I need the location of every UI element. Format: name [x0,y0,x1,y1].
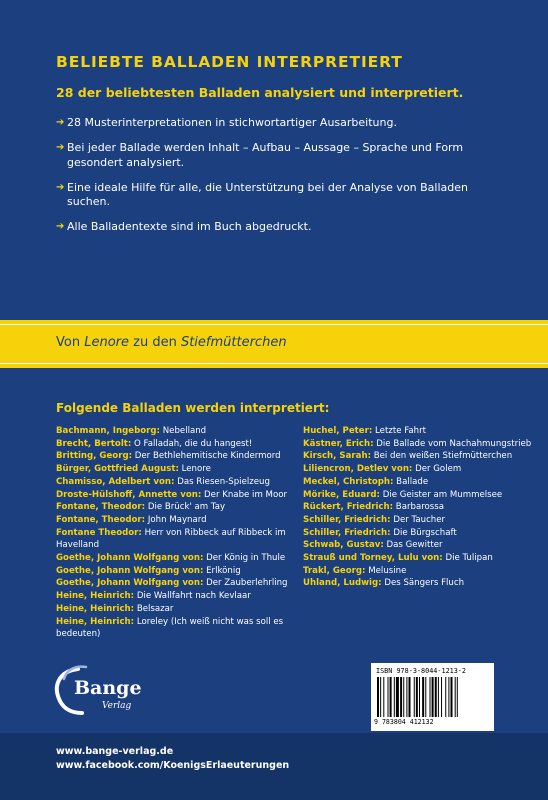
barcode-bar [416,677,418,717]
ballad-title: Der Zauberlehrling [203,578,288,589]
ballad-entry [303,501,543,514]
ballad-title: Loreley (Ich weiß nicht was soll es bedeuten) [56,616,284,640]
barcode-digits: 9 783804 412132 [374,718,434,726]
ballad-author: Heine, Heinrich: [56,616,135,627]
ballad-entry [56,501,296,514]
ballad-author: Goethe, Johann Wolfgang von: [56,553,204,564]
ballad-author: Trakl, Georg: [303,565,366,576]
ballad-title: Des Sängers Fluch [381,578,465,589]
ballad-entry [303,438,543,451]
barcode-bar [422,677,424,717]
ballad-author: Liliencron, Detlev von: [303,464,413,475]
ballad-entry [56,565,296,578]
arrow-right-icon: ➔ [56,221,65,233]
ballad-entry [56,577,296,590]
ballad-entry [56,527,296,552]
ballad-title: Letzte Fahrt [372,426,426,436]
barcode-bar [430,677,431,717]
ballad-entry [56,514,296,527]
ballad-author: Chamisso, Adelbert von: [56,476,175,487]
ballad-author: Rückert, Friedrich: [303,502,394,513]
ballad-title: Die Tulipan [442,553,493,564]
barcode-bar [403,677,404,717]
feature-item: ➔ Eine ideale Hilfe für alle, die Unterstützung bei der Analyse von Balladen suchen. [56,180,469,209]
barcode-bar [396,677,399,717]
ballad-title: Barbarossa [393,502,445,513]
barcode-bar [425,677,426,717]
ballad-entry [303,565,543,578]
arrow-right-icon: ➔ [56,142,65,154]
ballad-author: Kästner, Erich: [303,438,374,449]
ballad-entry [56,489,296,502]
ballad-title: John Maynard [145,514,207,525]
barcode-bar [445,677,446,717]
isbn-number: ISBN 978-3-8044-1213-2 [376,667,467,675]
ballad-entry [56,425,296,438]
logo-text: Bange [74,677,142,699]
ballad-author: Bürger, Gottfried August: [56,464,179,475]
ballad-author: Brecht, Bertolt: [56,438,132,449]
ballad-entry [56,450,296,463]
ballad-author: Strauß und Torney, Lulu von: [303,553,443,564]
barcode-bar [380,677,381,717]
ballad-entry [56,463,296,476]
ballad-author: Mörike, Eduard: [303,489,380,500]
barcode-bar [400,677,402,717]
cover-title: BELIEBTE BALLADEN INTERPRETIERT [56,53,403,71]
ballad-entry [303,527,543,540]
ballad-author: Meckel, Christoph: [303,476,394,487]
ballad-title: Die Geister am Mummelsee [379,489,503,500]
ballad-author: Uhland, Ludwig: [303,578,382,589]
barcode-bar [448,677,449,717]
ballad-author: Bachmann, Ingeborg: [56,426,160,436]
ballad-title: Nebelland [160,426,207,436]
feature-item: ➔ 28 Musterinterpretationen in stichwortartiger Ausarbeitung. [56,116,397,129]
ballad-title: Die Bürgschaft [390,527,457,538]
ballad-entry [56,552,296,565]
ballad-title: Der Bethlehemitische Kindermord [132,451,281,462]
logo-subtext: Verlag [102,701,132,711]
barcode [371,663,494,731]
barcode-bar [406,677,407,717]
ballad-author: Heine, Heinrich: [56,591,135,602]
ballad-title: Herr von Ribbeck auf Ribbeck im Havelland [56,527,286,551]
ballad-author: Droste-Hülshoff, Annette von: [56,489,202,500]
barcode-bar [457,677,458,717]
publisher-logo [48,663,148,718]
ballad-title: Die Ballade vom Nachahmungstrieb [373,438,532,449]
barcode-bar [409,677,411,717]
ballad-author: Kirsch, Sarah: [303,451,372,462]
ballad-entry [56,616,296,641]
ballad-author: Fontane, Theodor: [56,514,146,525]
ballad-entry [56,476,296,489]
barcode-bar [388,677,389,717]
ballad-entry [303,425,543,438]
ballad-author: Goethe, Johann Wolfgang von: [56,578,204,589]
ballad-author: Fontane, Theodor: [56,502,146,513]
feature-item: ➔ Bei jeder Ballade werden Inhalt – Aufbau – Aussage – Sprache und Form gesondert analysiert. [56,141,464,169]
ballad-author: Fontane Theodor: [56,527,142,538]
tagline-band [0,320,548,368]
feature-item: ➔ Alle Balladentexte sind im Buch abgedruckt. [56,220,312,234]
website-link[interactable]: www.bange-verlag.de [56,746,174,757]
ballad-author: Heine, Heinrich: [56,603,135,614]
feature-list [56,116,496,246]
ballad-entry [303,514,543,527]
ballad-entry [56,590,296,603]
barcode-bar [451,677,453,717]
ballad-entry [303,577,543,590]
barcode-bar [419,677,420,717]
ballad-title: Erlkönig [203,565,241,576]
ballad-title: Das Gewitter [383,540,443,551]
ballad-entry [303,476,543,489]
ballad-title: Lenore [178,464,211,475]
ballad-author: Schwab, Gustav: [303,540,384,551]
barcode-bar [394,677,395,717]
ballad-title: Melusine [365,565,407,576]
ballad-title: Belsazar [134,603,174,614]
barcode-bar [435,677,437,717]
ballad-author: Schiller, Friedrich: [303,514,391,525]
barcode-bar [441,677,442,717]
barcode-bar [455,677,456,717]
ballad-entry [303,552,543,565]
ballad-author: Britting, Georg: [56,451,133,462]
barcode-bar [432,677,434,717]
ballad-list-left [56,425,296,641]
arrow-right-icon: ➔ [56,117,65,128]
ballad-title: Bei den weißen Stiefmütterchen [371,451,513,462]
ballad-entry [56,603,296,616]
ballad-list-right [303,425,543,590]
footer-bar [0,733,548,800]
ballad-title: Das Riesen-Spielzeug [174,476,270,487]
ballad-title: Der Knabe im Moor [201,489,288,500]
ballad-author: Goethe, Johann Wolfgang von: [56,565,204,576]
cover-subtitle: 28 der beliebtesten Balladen analysiert und interpretiert. [56,85,464,100]
facebook-link[interactable]: www.facebook.com/KoenigsErlaeuterungen [56,760,290,771]
arrow-right-icon: ➔ [56,181,65,193]
ballad-entry [56,438,296,451]
ballad-title: Die Wallfahrt nach Kevlaar [134,591,251,602]
ballad-author: Schiller, Friedrich: [303,527,391,538]
barcode-bar [438,677,439,717]
barcode-bars [377,677,488,717]
ballad-entry [303,489,543,502]
ballad-author: Huchel, Peter: [303,426,373,436]
ballad-entry [303,463,543,476]
ballad-list-heading: Folgende Balladen werden interpretiert: [56,401,330,415]
barcode-bar [377,677,379,717]
ballad-title: Der König in Thule [203,553,286,564]
barcode-bar [390,677,392,717]
ballad-entry [303,450,543,463]
ballad-entry [303,539,543,552]
ballad-title: Die Brück' am Tay [145,502,226,513]
barcode-bar [414,677,415,717]
ballad-title: O Falladah, die du hangest! [131,438,253,449]
ballad-title: Der Golem [412,464,462,475]
ballad-title: Der Taucher [390,514,446,525]
tagline: Von Lenore zu den Stiefmütterchen [56,335,287,350]
barcode-bar [383,677,384,717]
ballad-title: Ballade [393,476,429,487]
